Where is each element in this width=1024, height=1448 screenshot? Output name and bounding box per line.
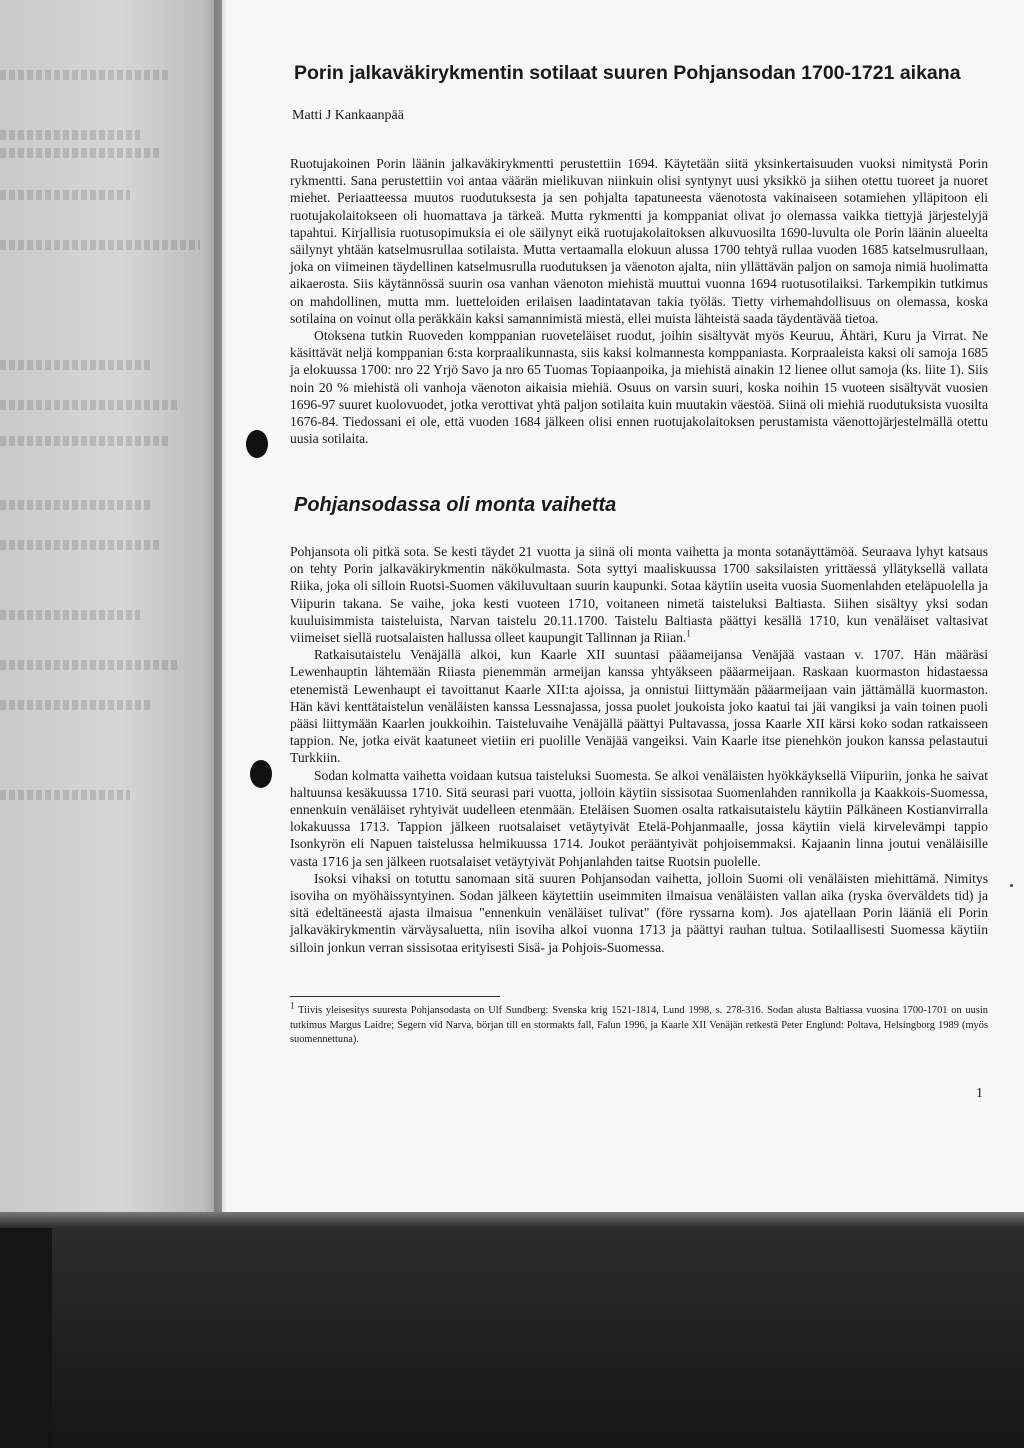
binding-shadow bbox=[214, 0, 228, 1212]
section-text bbox=[290, 543, 988, 956]
bleed-through-line bbox=[0, 148, 160, 158]
adjacent-page-strip bbox=[0, 0, 222, 1212]
footnote-separator bbox=[290, 996, 500, 997]
intro-text bbox=[290, 155, 988, 447]
intro-paragraph: Otoksena tutkin Ruoveden komppanian ruoveteläiset ruodut, joihin sisältyvät myös Keuruu, Ähtäri, Kuru ja Virrat. Ne käsittävät neljä komppanian 6:sta korpraalikunnasta, siis kaksi kolmannesta komppaniasta. Korpraaleista kaksi oli samoja 1685 ja elokuussa 1700: nro 22 Yrjö Savo ja nro 65 Tuomas Topiaanpoika, ja miehistä ainakin 12 lienee ollut samoja (ks. liite 1). Siis noin 20 % miehistä oli vanhoja väenoton aikaisia miehiä. Osuus on varsin suuri, koska noihin 15 vuoteen sisältyvät vuosien 1696-97 suuret kuolovuodet, jotka verottivat yhtä paljon sotilaita kuin muutakin väestöä. Siinä oli miehiä ruodutuksista vuosilta 1676-84. Tiedossani ei ole, että vuoden 1684 jälkeen olisi ennen ruotujakolaitoksen perustamista väenottojärjestelmällä otettu uusia sotilaita. bbox=[290, 328, 988, 447]
section-paragraph: Isoksi vihaksi on totuttu sanomaan sitä suuren Pohjansodan vaihetta, jolloin Suomi oli venäläisten miehittämä. Nimitys isoviha on myöhäissyntyinen. Sodan jälkeen käytettiin useimmiten ilmaisua venäläisten vallan aika (ryska överväldets tid) ja sitä edeltäneestä ajasta ilmaisua "ennenkuin venäläiset tulivat" (före ryssarna kom). Jos ajatellaan Porin lääniä eli Porin jalkaväkirykmentin värväysaluetta, niin isoviha alkoi vuonna 1713 ja päättyi rauhan tultua. Sotilaallisesti Suomessa käytiin silloin jonkun verran sissisotaa erityisesti Sisä- ja Pohjois-Suomessa. bbox=[290, 870, 988, 955]
section-paragraph: Sodan kolmatta vaihetta voidaan kutsua taisteluksi Suomesta. Se alkoi venäläisten hyökkäyksellä Viipuriin, jonka he saivat haltuunsa kesäkuussa 1710. Sitä seurasi pari vuotta, jolloin käytiin sissisotaa Suomenlahden rannikolla ja Kaakkois-Suomessa, ennenkuin venäläiset ryhtyivät uudelleen etenmään. Eteläisen Suomen osalta ratkaisutaistelu käytiin Pälkäneen Kostianvirralla lokakuussa 1713. Tappion jälkeen ruotsalaiset vetäytyivät Etelä-Pohjanmaalle, jossa käytiin vielä kirvelevämpi tappio Isonkyrön eli Napuen taistelussa helmikuussa 1714. Joukot perääntyivät pohjoisemmaksi. Kajaanin linna joutui venäläisille vasta 1716 ja sen jälkeen ruotsalaiset vetäytyivät Pohjanlahden taitse Ruotsin puolelle. bbox=[290, 767, 988, 869]
footnote bbox=[290, 1000, 988, 1048]
bleed-through-line bbox=[0, 400, 180, 410]
bleed-through-line bbox=[0, 790, 130, 800]
scanner-background bbox=[0, 1212, 1024, 1448]
section-paragraph: Ratkaisutaistelu Venäjällä alkoi, kun Kaarle XII suuntasi pääameijansa Venäjää vastaan v. 1707. Hän määräsi Lewenhauptin lähtemään Riiasta pienemmän armeijan kanssa yhtyäkseen pääarmeijaan. Raskaan kuormaston hidastaessa etenemistä Lewenhaupt ei tavoittanut Kaarle XII:ta ajoissa, ja onnistui liittymään pääarmeijaan vain jättämällä kuormaston. Hän kävi kenttätaistelun venäläisten kanssa Lessnajassa, jossa puolet joukoista joko kaatui tai jäi vangiksi ja vain toinen puoli pääsi liittymään Kaarlen joukkoihin. Taisteluvaihe Venäjällä päättyi Pultavassa, jossa Kaarle XII kärsi koko sodan ratkaisseen tappion. Ne, jotka eivät kaatuneet vietiin eri puolille Venäjää vangeiksi. Vain Kaarle itse pienehkön joukon kanssa pelastautui Turkkiin. bbox=[290, 647, 988, 766]
bleed-through-line bbox=[0, 610, 140, 620]
page-number: 1 bbox=[976, 1086, 983, 1101]
bleed-through-line bbox=[0, 500, 150, 510]
author-name: Matti J Kankaanpää bbox=[292, 108, 404, 123]
footnote-reference[interactable]: 1 bbox=[686, 628, 691, 639]
intro-paragraph: Ruotujakoinen Porin läänin jalkaväkirykmentti perustettiin 1694. Käytetään siitä yksinkertaisuuden vuoksi nimitystä Porin rykmentti. Sana perustettiin voi antaa väärän mielikuvan niinkuin olisi syntynyt uusi yksikkö ja siihen otettu tuoreet ja nuoret miehet. Periaatteessa muutos ruodutuksesta ja sen pohjalta tapatuneesta väenotosta vakinaiseen sotamiehen ylläpitoon eli ruotujakolaitokseen oli huomattava ja tärkeä. Mutta rykmentti ja komppaniat olivat jo olemassa vaikka tiettyjä järjestelyjä tapahtui. Kirjallisia ruotusopimuksia ei ole säilynyt eikä ruotujakolaitoksen alkuvuosilta 1690-luvulta ole Porin läänin alueelta säilynyt yhtään katselmusrullaa sotilaista. Mutta vertaamalla elokuun alussa 1700 tehtyä rullaa vuoden 1685 katselmusrullaan, joka on viimeinen täydellinen katselmusrulla ruodutuksen ja väenoton ajalta, niin yllättävän paljon on samoja nimiä huolimatta aikaerosta. Siis käytännössä suurin osa vanhan väenoton miehistä muuttui vuonna 1694 ruotusotilaiksi. Tarkempikin tutkimus on mahdollinen, mutta mm. luetteloiden erilaisen laadintatavan takia työläs. Tietty virhemahdollisuus on olemassa, koska sotilaina on voinut olla peräkkäin kaksi samannimistä miestä, ellei muista lähteistä saada täydentävää tietoa. bbox=[290, 156, 988, 326]
punch-hole bbox=[246, 430, 268, 458]
section-heading: Pohjansodassa oli monta vaihetta bbox=[294, 494, 617, 516]
bleed-through-line bbox=[0, 436, 170, 446]
document-title: Porin jalkaväkirykmentin sotilaat suuren Pohjansodan 1700-1721 aikana bbox=[294, 62, 961, 84]
punch-hole bbox=[250, 760, 272, 788]
bleed-through-line bbox=[0, 360, 150, 370]
bleed-through-line bbox=[0, 190, 130, 200]
section-paragraph-text: Pohjansota oli pitkä sota. Se kesti täydet 21 vuotta ja siinä oli monta vaihetta ja monta sotanäyttämöä. Seuraava lyhyt katsaus on tehty Porin jalkaväkirykmentin näkökulmasta. Sota syttyi maaliskuussa 1700 saksilaisten yrittäessä yllätyksellä vallata Riika, joka oli silloin Ruotsi-Suomen väkiluvultaan suurin kaupunki. Sotaa käytiin useita vuosia Suomenlahden eteläpuolella ja Viipurin takana. Se vaihe, joka kesti vuoteen 1710, voitaneen nimetä taisteluksi Baltiasta. Siihen sisältyy yksi sodan kuuluisimmista taisteluista, Narvan taistelu 20.11.1700. Taistelu Baltiasta päättyi kesällä 1710, kun venäläiset valtasivat viimeiset siellä ruotsalaisten hallussa olleet kaupungit Tallinnan ja Riian. bbox=[290, 544, 988, 646]
bleed-through-line bbox=[0, 240, 200, 250]
footnote-marker: 1 bbox=[290, 1000, 295, 1011]
bleed-through-line bbox=[0, 70, 170, 80]
bleed-through-line bbox=[0, 540, 160, 550]
scan-speck bbox=[1010, 884, 1013, 887]
bleed-through-line bbox=[0, 130, 140, 140]
footnote-text: Tiivis yleisesitys suuresta Pohjansodasta on Ulf Sundberg: Svenska krig 1521-1814, Lund 1998, s. 278-316. Sodan alusta Baltiassa vuosina 1700-1701 on uusin tutkimus Margus Laidre; Segern vid Narva, början till en stormakts fall, Falun 1996, ja Kaarle XII Venäjän retkestä Peter Englund: Poltava, Helsingborg 1989 (myös suomennettuna). bbox=[290, 1005, 988, 1046]
section-paragraph bbox=[290, 543, 988, 646]
bleed-through-line bbox=[0, 660, 180, 670]
bleed-through-line bbox=[0, 700, 150, 710]
